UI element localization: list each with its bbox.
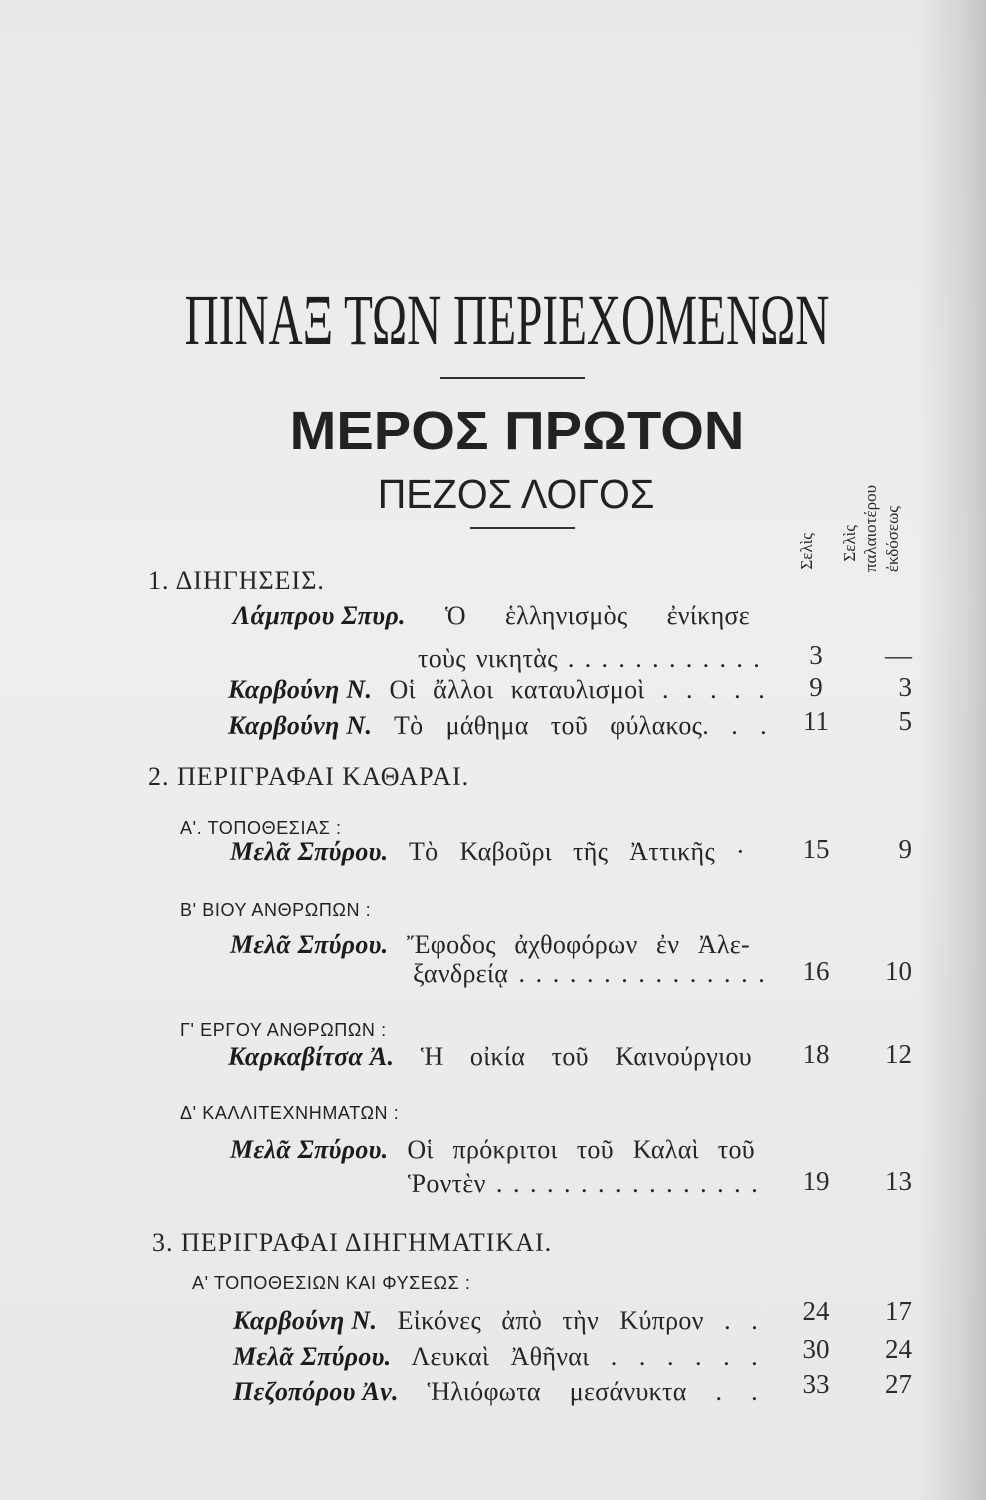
entry-title-continuation: [413, 957, 765, 991]
entry-title: Ἡλιόφωτα μεσάνυκτα . .: [427, 1377, 758, 1406]
toc-entry: [233, 1304, 758, 1338]
page-number: 30: [802, 1334, 830, 1364]
entry-title: Ὁ ἑλληνισμὸς ἐνίκησε: [444, 601, 750, 630]
section-heading: 1. ΔΙΗΓΗΣΕΙΣ.: [148, 566, 325, 595]
column-header-old-page-line1: Σελὶς: [840, 525, 859, 562]
entry-title-continuation: [418, 642, 760, 676]
page-number: 11: [803, 706, 829, 736]
toc-entry: [228, 673, 765, 707]
group-label: Α'. ΤΟΠΟΘΕΣΙΑΣ :: [180, 818, 342, 838]
old-page-number: 12: [885, 1039, 912, 1069]
entry-title: Οἱ ἄλλοι καταυλισμοὶ . . . . .: [389, 675, 765, 704]
entry-title-continuation-text: ξανδρείᾳ . . . . . . . . . . . . . . .: [413, 959, 765, 988]
group-label: Α' ΤΟΠΟΘΕΣΙΩΝ ΚΑΙ ΦΥΣΕΩΣ :: [192, 1273, 471, 1293]
old-page-number: 27: [885, 1369, 912, 1399]
entry-author: Μελᾶ Σπύρου.: [233, 1342, 392, 1371]
group-label: Β' ΒΙΟΥ ΑΝΘΡΩΠΩΝ :: [180, 900, 372, 920]
old-page-number: —: [885, 640, 912, 670]
old-page-number: 24: [885, 1334, 912, 1364]
entry-author: Καρβούνη Ν.: [228, 675, 373, 704]
toc-entry: [228, 709, 767, 743]
entry-title: Τὸ μάθημα τοῦ φύλακος. . .: [393, 711, 767, 740]
entry-title: Λευκαὶ Ἀθῆναι . . . . . .: [411, 1342, 758, 1371]
page-number: 19: [802, 1166, 830, 1196]
entry-author: Καρκαβίτσα Ἀ.: [228, 1042, 395, 1071]
section-heading: 2. ΠΕΡΙΓΡΑΦΑΙ ΚΑΘΑΡΑΙ.: [148, 762, 470, 791]
toc-entry: [233, 599, 750, 633]
old-page-number: 10: [885, 956, 912, 986]
entry-title: Ἔφοδος ἀχθοφόρων ἐν Ἀλε-: [406, 930, 750, 959]
entry-title-continuation-text: Ῥοντὲν . . . . . . . . . . . . . . . .: [408, 1169, 758, 1198]
group-label: Γ' ΕΡΓΟΥ ΑΝΘΡΩΠΩΝ :: [180, 1020, 387, 1040]
entry-title-continuation: [408, 1167, 758, 1201]
toc-entry: [233, 1375, 758, 1409]
page-number: 3: [809, 640, 823, 670]
entry-author: Καρβούνη Ν.: [228, 711, 373, 740]
page-number: 16: [802, 956, 830, 986]
entry-title: Οἱ πρόκριτοι τοῦ Καλαὶ τοῦ: [407, 1135, 755, 1164]
old-page-number: 17: [885, 1296, 912, 1326]
entry-author: Μελᾶ Σπύρου.: [230, 930, 389, 959]
old-page-number: 13: [885, 1166, 912, 1196]
page-number: 18: [802, 1039, 830, 1069]
entry-title: Ἡ οἰκία τοῦ Καινούργιου: [420, 1042, 752, 1071]
part-title: ΜΕΡΟΣ ΠΡΩΤΟΝ: [289, 401, 745, 461]
old-page-number: 9: [898, 834, 912, 864]
toc-entry: [230, 835, 745, 869]
entry-author: Καρβούνη Ν.: [233, 1306, 378, 1335]
page-number: 33: [802, 1369, 830, 1399]
group-label: Δ' ΚΑΛΛΙΤΕΧΝΗΜΑΤΩΝ :: [180, 1103, 400, 1123]
entry-title: Τὸ Καβοῦρι τῆς Ἀττικῆς ·: [409, 837, 745, 866]
column-header-old-page-line2: παλαιοτέρου: [861, 484, 880, 572]
section-heading: 3. ΠΕΡΙΓΡΑΦΑΙ ΔΙΗΓΗΜΑΤΙΚΑΙ.: [152, 1228, 553, 1257]
column-header-old-page-line3: ἐκδόσεως: [883, 505, 902, 572]
entry-author: Λάμπρου Σπυρ.: [233, 601, 406, 630]
toc-entry: [230, 1133, 755, 1167]
entry-author: Πεζοπόρου Ἀν.: [233, 1377, 399, 1406]
entry-title-continuation-text: τοὺς νικητὰς . . . . . . . . . . . .: [418, 644, 760, 673]
entry-author: Μελᾶ Σπύρου.: [230, 837, 389, 866]
entry-title: Εἰκόνες ἀπὸ τὴν Κύπρον . .: [397, 1306, 758, 1335]
column-header-page: Σελὶς: [797, 533, 816, 570]
toc-entry: [233, 1340, 758, 1374]
page-number: 9: [809, 672, 823, 702]
toc-entry: [228, 1040, 752, 1074]
page-title: ΠΙΝΑΞ ΤΩΝ ΠΕΡΙΕΧΟΜΕΝΩΝ: [184, 280, 830, 360]
subpart-title: ΠΕΖΟΣ ΛΟΓΟΣ: [377, 471, 655, 517]
old-page-number: 3: [898, 672, 912, 702]
entry-author: Μελᾶ Σπύρου.: [230, 1135, 389, 1164]
old-page-number: 5: [898, 706, 912, 736]
title-rule: [440, 377, 585, 379]
subtitle-rule: [470, 527, 575, 529]
page-number: 15: [802, 834, 830, 864]
page-number: 24: [802, 1296, 830, 1326]
